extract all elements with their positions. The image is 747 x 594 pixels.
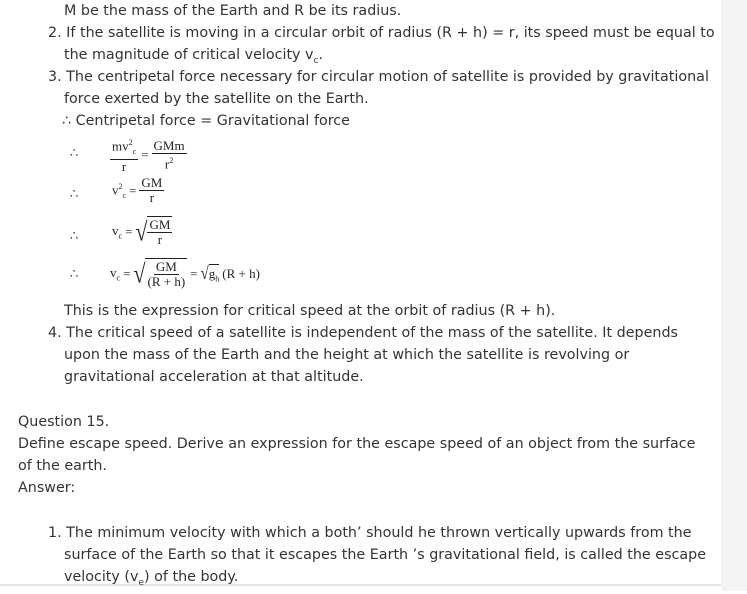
text-line-expression: This is the expression for critical speed at the orbit of radius (R + h).: [64, 303, 556, 319]
therefore-symbol: ∴: [70, 146, 79, 161]
list-item-4-line3: gravitational acceleration at that altitude.: [64, 369, 364, 385]
therefore-symbol: ∴: [70, 187, 79, 202]
question-text-line1: Define escape speed. Derive an expression for the escape speed of an object from the surface: [18, 436, 696, 452]
list-item-2-line2: the magnitude of critical velocity $v_c$.: [64, 47, 324, 66]
list-item-4-line1: 4. The critical speed of a satellite is independent of the mass of the satellite. It depends: [48, 325, 678, 341]
list-item-4-line2: upon the mass of the Earth and the height at which the satellite is revolving or: [64, 347, 630, 363]
therefore-symbol: ∴: [70, 267, 79, 282]
equation-velocity-root: $v_c$ = √ $\frac{GM}{r}$: [112, 215, 171, 247]
list-item-3-line2: force exerted by the satellite on the Earth.: [64, 91, 369, 107]
list-item-3-line3: ∴ Centripetal force = Gravitational force: [62, 113, 350, 129]
answer-label: Answer:: [18, 480, 76, 496]
list-item-3-line1: 3. The centripetal force necessary for circular motion of satellite is provided by gravitational: [48, 69, 709, 85]
list-item-2-line1: 2. If the satellite is moving in a circular orbit of radius (R + h) = r, its speed must be equal to: [48, 25, 715, 41]
answer-item-1-line3: velocity $(v_e)$ of the body.: [64, 569, 239, 588]
therefore-symbol: ∴: [70, 229, 79, 244]
answer-item-1-line1: 1. The minimum velocity with which a both’ should he thrown vertically upwards from the: [48, 525, 692, 541]
right-side-panel: [721, 0, 747, 591]
question-title: Question 15.: [18, 414, 110, 430]
question-text-line2: of the earth.: [18, 458, 107, 474]
equation-critical-velocity: $v_c$ = √ $\frac{GM}{(R + h)}$ = √ $g_h$ (R + h): [110, 257, 260, 289]
equation-velocity-squared: $v^2_c$ = $\frac{GM}{r}$: [112, 175, 163, 205]
answer-item-1-line2: surface of the Earth so that it escapes the Earth ’s gravitational field, is called the escape: [64, 547, 707, 563]
equation-centripetal-balance: $\frac{mv^2_c}{r}$ = $\frac{\text{GMm}}{r^2}$: [112, 137, 185, 174]
text-line-mass: M be the mass of the Earth and R be its radius.: [64, 3, 402, 19]
